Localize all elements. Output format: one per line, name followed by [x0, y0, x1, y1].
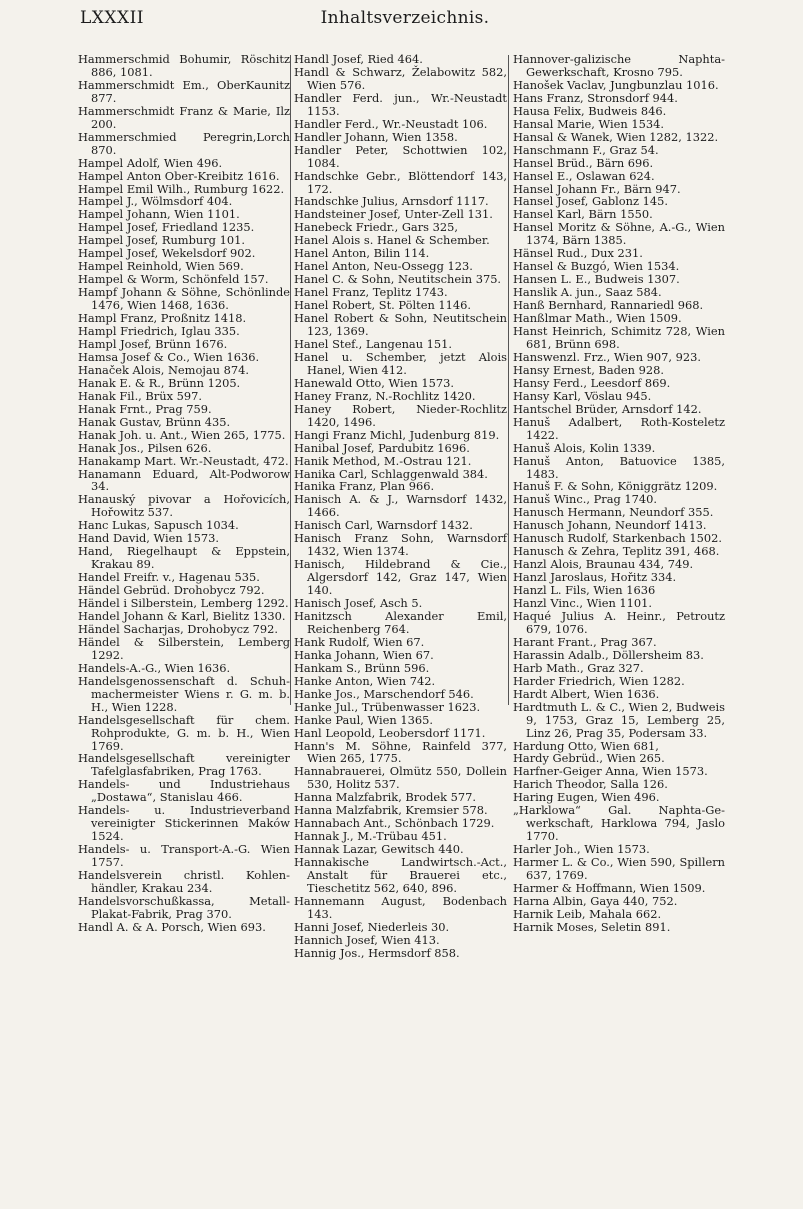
index-entry: Hanuš Anton, Batuovice 1385, 1483.: [513, 453, 725, 481]
index-entry: Hammerschmidt Franz & Marie, Ilz 200.: [78, 103, 290, 131]
index-entry: Hanel Franz, Teplitz 1743.: [294, 285, 448, 300]
index-entry: Harmer & Hoffmann, Wien 1509.: [513, 881, 706, 895]
index-entry: Hansel Josef, Gablonz 145.: [513, 194, 668, 209]
index-entry: Hansel & Buzgó, Wien 1534.: [513, 259, 680, 274]
index-entry: Hanzl L. Fils, Wien 1636: [513, 583, 656, 598]
index-column-1: [78, 53, 290, 934]
index-entry: Handelsgesellschaft für chem. Rohprodukte, G. m. b. H., Wien 1769.: [78, 712, 290, 753]
index-entry: Hanel Stef., Langenau 151.: [294, 336, 453, 351]
index-entry: Händel i Silberstein, Lemberg 1292.: [78, 596, 289, 611]
index-entry: Hammerschmied Peregrin,Lorch 870.: [78, 129, 290, 157]
index-entry: Hanusch & Zehra, Teplitz 391, 468.: [513, 544, 720, 559]
index-entry: Hanel Robert, St. Pölten 1146.: [294, 298, 472, 313]
index-entry: Handelsvorschußkassa, Metall-Plakat-Fabrik, Prag 370.: [78, 893, 290, 921]
index-entry: Hangi Franz Michl, Judenburg 819.: [294, 427, 500, 442]
index-entry: Handler Ferd., Wr.-Neustadt 106.: [294, 116, 488, 131]
index-entry: Hampel & Worm, Schönfeld 157.: [78, 272, 269, 287]
index-entry: Hanzl Jaroslaus, Hořitz 334.: [513, 570, 677, 585]
index-entry: Hanak Jos., Pilsen 626.: [78, 440, 212, 455]
index-entry: Haqué Julius A. Heinr., Petroutz 679, 1076.: [513, 608, 725, 636]
index-entry: Hanel Alois s. Hanel & Schember.: [294, 233, 490, 248]
index-entry: Hansal Marie, Wien 1534.: [513, 116, 664, 131]
index-entry: Hanßlmar Math., Wien 1509.: [513, 311, 682, 326]
index-entry: Hanik Method, M.-Ostrau 121.: [294, 453, 472, 468]
index-entry: Hanß Bernhard, Rannariedl 968.: [513, 298, 704, 313]
index-entry: Hank Rudolf, Wien 67.: [294, 634, 425, 649]
index-entry: Harassin Adalb., Döllersheim 83.: [513, 647, 704, 662]
index-entry: Harder Friedrich, Wien 1282.: [513, 673, 685, 688]
index-entry: Hanaček Alois, Nemojau 874.: [78, 362, 249, 377]
index-entry: Hanebeck Friedr., Gars 325,: [294, 220, 458, 235]
index-entry: Hampel Anton Ober-Kreibitz 1616.: [78, 168, 280, 183]
index-entry: Hanisch Josef, Asch 5.: [294, 596, 423, 611]
index-entry: Hanke Anton, Wien 742.: [294, 673, 436, 688]
page-title: Inhaltsverzeichnis.: [320, 8, 490, 28]
index-entry: „Harklowa“ Gal. Naphta-Gewerkschaft, Harklowa 794, Jaslo 1770.: [513, 803, 725, 844]
index-entry: Handelsgesellschaft vereinigter Tafelglasfabriken, Prag 1763.: [78, 751, 290, 779]
index-entry: Hanka Johann, Wien 67.: [294, 647, 434, 662]
index-entry: Haney Robert, Nieder-Rochlitz 1420, 1496.: [294, 401, 507, 429]
index-entry: Hannemann August, Bodenbach 143.: [294, 893, 507, 921]
index-column-2: [294, 53, 507, 960]
index-entry: Hanak Frnt., Prag 759.: [78, 401, 212, 416]
index-entry: Hanisch Franz Sohn, Warnsdorf 1432, Wien 1374.: [294, 531, 507, 559]
index-entry: Hammerschmid Bohumir, Röschitz 886, 1081.: [78, 52, 290, 79]
index-entry: Haney Franz, N.-Rochlitz 1420.: [294, 388, 476, 403]
index-entry: Hansel Moritz & Söhne, A.-G., Wien 1374, Bärn 1385.: [513, 220, 725, 248]
column-divider: [508, 55, 509, 705]
index-entry: Hansel Karl, Bärn 1550.: [513, 207, 653, 222]
index-entry: Hanl Leopold, Leobersdorf 1171.: [294, 725, 486, 740]
index-entry: Händel Sacharjas, Drohobycz 792.: [78, 621, 279, 636]
index-entry: Hanak Joh. u. Ant., Wien 265, 1775.: [78, 427, 286, 442]
index-entry: Hanamann Eduard, Alt-Podworow 34.: [78, 466, 290, 494]
index-entry: Hanuš F. & Sohn, Königgrätz 1209.: [513, 479, 718, 494]
index-entry: Hanke Paul, Wien 1365.: [294, 712, 433, 727]
index-entry: Hampel Josef, Rumburg 101.: [78, 233, 245, 248]
index-entry: Händel & Silberstein, Lemberg 1292.: [78, 634, 290, 662]
index-entry: Hanuš Adalbert, Roth-Kosteletz 1422.: [513, 414, 725, 442]
index-entry: Harler Joh., Wien 1573.: [513, 842, 650, 857]
index-entry: Hanak Fil., Brüx 597.: [78, 388, 202, 403]
index-entry: Hampel Josef, Friedland 1235.: [78, 220, 255, 235]
index-entry: Hampel Johann, Wien 1101.: [78, 207, 240, 222]
index-entry: Hanuš Winc., Prag 1740.: [513, 492, 658, 507]
index-entry: Hampl Josef, Brünn 1676.: [78, 336, 228, 351]
index-entry: Harfner-Geiger Anna, Wien 1573.: [513, 764, 708, 779]
index-entry: Hannover-galizische NaphtaGewerkschaft, Krosno 795.: [513, 52, 725, 79]
index-entry: Hanna Malzfabrik, Kremsier 578.: [294, 803, 488, 818]
index-entry: Hanni Josef, Niederleis 30.: [294, 919, 450, 934]
index-entry: Handl & Schwarz, Želabowitz 582, Wien 576.: [294, 64, 507, 92]
index-entry: Hanel Anton, Bilin 114.: [294, 246, 430, 261]
index-entry: Hansel Johann Fr., Bärn 947.: [513, 181, 681, 196]
index-entry: Hansel Brüd., Bärn 696.: [513, 155, 654, 170]
index-entry: Hantschel Brüder, Arnsdorf 142.: [513, 401, 702, 416]
index-entry: Hanika Carl, Schlaggenwald 384.: [294, 466, 488, 481]
index-entry: Hand, Riegelhaupt & Eppstein, Krakau 89.: [78, 544, 290, 572]
index-entry: Handler Peter, Schottwien 102, 1084.: [294, 142, 507, 170]
index-entry: Hanswenzl. Frz., Wien 907, 923.: [513, 349, 702, 364]
index-entry: Hanusch Rudolf, Starkenbach 1502.: [513, 531, 722, 546]
index-entry: Hanslik A. jun., Saaz 584.: [513, 285, 662, 300]
index-entry: Hansen L. E., Budweis 1307.: [513, 272, 680, 287]
index-entry: Handel Johann & Karl, Bielitz 1330.: [78, 608, 286, 623]
index-entry: Hannig Jos., Hermsdorf 858.: [294, 945, 460, 960]
index-entry: Hannich Josef, Wien 413.: [294, 932, 440, 947]
index-entry: Hankam S., Brünn 596.: [294, 660, 430, 675]
index-entry: Handl Josef, Ried 464.: [294, 52, 423, 66]
index-entry: Hand David, Wien 1573.: [78, 531, 219, 546]
index-entry: Hansy Ernest, Baden 928.: [513, 362, 664, 377]
index-entry: Hanschmann F., Graz 54.: [513, 142, 659, 157]
index-entry: Hampf Johann & Söhne, Schönlinde 1476, Wien 1468, 1636.: [78, 285, 290, 313]
index-entry: Hanika Franz, Plan 966.: [294, 479, 435, 494]
index-entry: Hanak Gustav, Brünn 435.: [78, 414, 231, 429]
index-entry: Hans Franz, Stronsdorf 944.: [513, 90, 678, 105]
index-entry: Hansal & Wanek, Wien 1282, 1322.: [513, 129, 719, 144]
index-entry: Hampl Franz, Proßnitz 1418.: [78, 311, 247, 326]
index-entry: Händel Gebrüd. Drohobycz 792.: [78, 583, 265, 598]
index-entry: Handels- u. Transport-A.-G. Wien 1757.: [78, 842, 290, 870]
index-entry: Hannak Lazar, Gewitsch 440.: [294, 842, 464, 857]
index-entry: Harnik Moses, Seletin 891.: [513, 919, 671, 934]
page-number: LXXXII: [80, 8, 145, 28]
index-entry: Hardtmuth L. & C., Wien 2, Budweis 9, 1753, Graz 15, Lemberg 25, Linz 26, Prag 35, Podersam 33.: [513, 699, 725, 740]
index-entry: Hansy Karl, Vöslau 945.: [513, 388, 652, 403]
index-entry: Harmer L. & Co., Wien 590, Spillern 637, 1769.: [513, 855, 725, 883]
index-entry: Hanisch Carl, Warnsdorf 1432.: [294, 518, 473, 533]
index-entry: Hanel Robert & Sohn, Neutitschein 123, 1369.: [294, 311, 507, 339]
index-entry: Handels-A.-G., Wien 1636.: [78, 660, 231, 675]
index-entry: Hansy Ferd., Leesdorf 869.: [513, 375, 671, 390]
index-entry: Hannakische Landwirtsch.-Act., Anstalt für Brauerei etc., Tieschetitz 562, 640, 896.: [294, 855, 507, 895]
index-entry: Handelsgenossenschaft d. Schuhmachermeister Wiens r. G. m. b. H., Wien 1228.: [78, 673, 290, 714]
index-entry: Hanke Jul., Trübenwasser 1623.: [294, 699, 481, 714]
index-entry: Handschke Julius, Arnsdorf 1117.: [294, 194, 489, 209]
index-entry: Hanauský pivovar a Hořovicích, Hořowitz 537.: [78, 492, 290, 520]
index-entry: Haring Eugen, Wien 496.: [513, 790, 660, 805]
index-entry: Hanel Anton, Neu-Ossegg 123.: [294, 259, 473, 274]
index-entry: Harich Theodor, Salla 126.: [513, 777, 668, 792]
index-entry: Hanuš Alois, Kolin 1339.: [513, 440, 656, 455]
index-entry: Hanisch A. & J., Warnsdorf 1432, 1466.: [294, 492, 507, 520]
index-entry: Hampel Emil Wilh., Rumburg 1622.: [78, 181, 285, 196]
index-entry: Hanke Jos., Marschendorf 546.: [294, 686, 474, 701]
index-entry: Hann's M. Söhne, Rainfeld 377, Wien 265, 1775.: [294, 738, 507, 766]
index-entry: Handler Johann, Wien 1358.: [294, 129, 458, 144]
index-entry: Hanzl Alois, Braunau 434, 749.: [513, 557, 694, 572]
index-entry: Hardy Gebrüd., Wien 265.: [513, 751, 665, 766]
index-entry: Harnik Leib, Mahala 662.: [513, 906, 662, 921]
index-entry: Hausa Felix, Budweis 846.: [513, 103, 667, 118]
index-entry: Handl A. & A. Porsch, Wien 693.: [78, 919, 266, 934]
index-entry: Hanst Heinrich, Schimitz 728, Wien 681, Brünn 698.: [513, 324, 725, 351]
index-entry: Hanel C. & Sohn, Neutitschein 375.: [294, 272, 502, 287]
index-entry: Hamsa Josef & Co., Wien 1636.: [78, 349, 260, 364]
index-entry: Handsteiner Josef, Unter-Zell 131.: [294, 207, 493, 222]
index-entry: Hardt Albert, Wien 1636.: [513, 686, 660, 701]
index-entry: Hansel E., Oslawan 624.: [513, 168, 655, 183]
index-column-3: [513, 53, 725, 934]
index-entry: Handler Ferd. jun., Wr.-Neustadt 1153.: [294, 90, 507, 118]
index-entry: Hannabach Ant., Schönbach 1729.: [294, 816, 495, 831]
index-entry: Harb Math., Graz 327.: [513, 660, 644, 675]
index-entry: Harna Albin, Gaya 440, 752.: [513, 893, 678, 908]
index-entry: Hardung Otto, Wien 681,: [513, 738, 659, 753]
index-entry: Hanewald Otto, Wien 1573.: [294, 375, 454, 390]
index-entry: Hampel Reinhold, Wien 569.: [78, 259, 244, 274]
index-entry: Hanna Malzfabrik, Brodek 577.: [294, 790, 477, 805]
index-entry: Hanisch, Hildebrand & Cie., Algersdorf 142, Graz 147, Wien 140.: [294, 557, 507, 598]
index-entry: Hänsel Rud., Dux 231.: [513, 246, 643, 261]
index-entry: Hannabrauerei, Olmütz 550, Dollein 530, Holitz 537.: [294, 764, 507, 792]
index-entry: Hanak E. & R., Brünn 1205.: [78, 375, 241, 390]
index-entry: Hampel Adolf, Wien 496.: [78, 155, 223, 170]
index-entry: Handschke Gebr., Blöttendorf 143, 172.: [294, 168, 507, 196]
column-divider: [290, 55, 291, 705]
index-entry: Hanakamp Mart. Wr.-Neustadt, 472.: [78, 453, 289, 468]
index-entry: Handels- u. Industrieverband vereinigter Stickerinnen Maków 1524.: [78, 803, 290, 844]
index-entry: Handel Freifr. v., Hagenau 535.: [78, 570, 260, 585]
index-entry: Hampel Josef, Wekelsdorf 902.: [78, 246, 256, 261]
index-entry: Hanošek Vaclav, Jungbunzlau 1016.: [513, 77, 719, 92]
index-entry: Hanitzsch Alexander Emil, Reichenberg 764.: [294, 608, 507, 636]
index-entry: Hanibal Josef, Pardubitz 1696.: [294, 440, 470, 455]
index-entry: Hannak J., M.-Trübau 451.: [294, 829, 447, 844]
index-entry: Hanel u. Schember, jetzt Alois Hanel, Wien 412.: [294, 349, 507, 377]
index-entry: Hammerschmidt Em., OberKaunitz 877.: [78, 77, 290, 105]
index-entry: Harant Frant., Prag 367.: [513, 634, 657, 649]
index-entry: Hampl Friedrich, Iglau 335.: [78, 324, 240, 339]
index-entry: Hanusch Johann, Neundorf 1413.: [513, 518, 707, 533]
index-entry: Hanzl Vinc., Wien 1101.: [513, 596, 653, 611]
index-entry: Hanc Lukas, Sapusch 1034.: [78, 518, 239, 533]
index-entry: Handelsverein christl. Kohlenhändler, Krakau 234.: [78, 868, 290, 895]
index-entry: Handels- und Industriehaus „Dostawa“, Stanislau 466.: [78, 777, 290, 805]
index-entry: Hampel J., Wölmsdorf 404.: [78, 194, 233, 209]
index-entry: Hanusch Hermann, Neundorf 355.: [513, 505, 714, 520]
